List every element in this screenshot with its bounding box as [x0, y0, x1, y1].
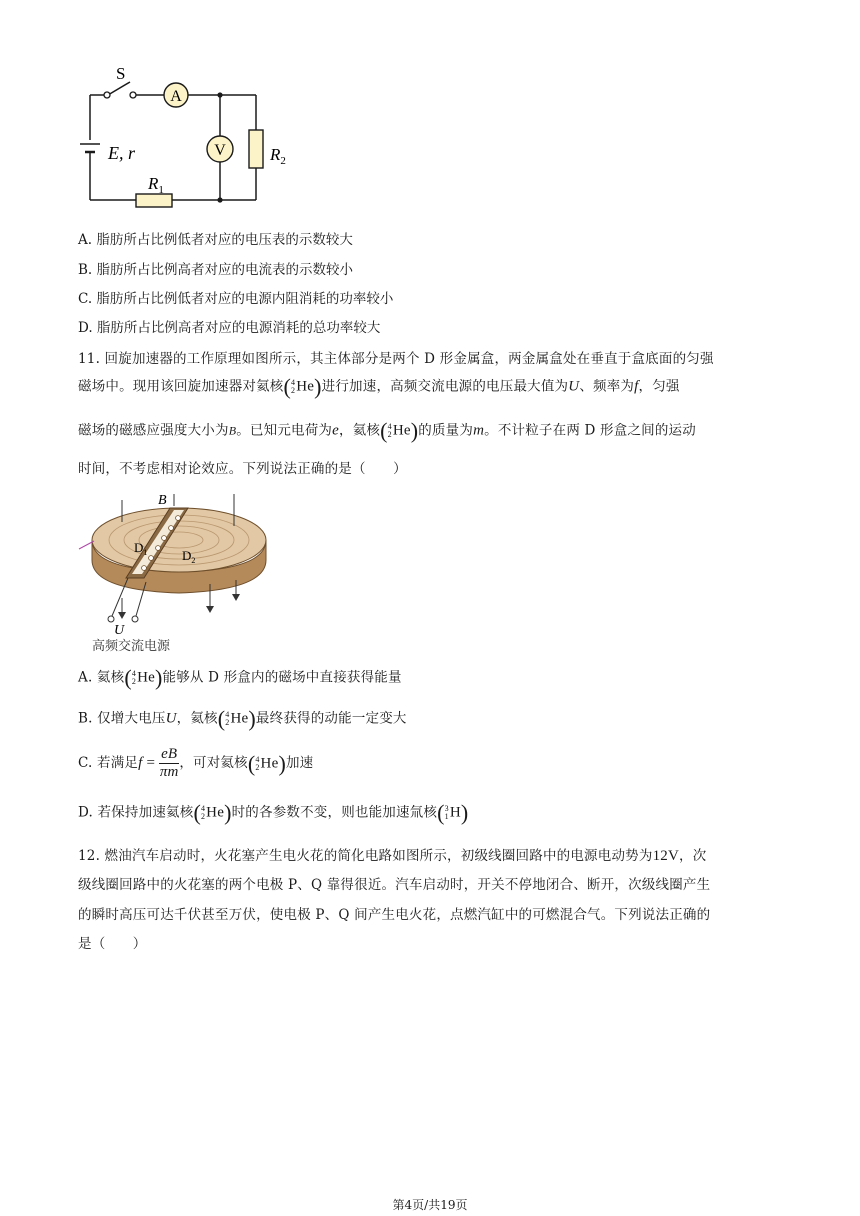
q11-text: 进行加速，高频交流电源的电压最大值为 [321, 378, 569, 395]
d1-label: $D_1$ [134, 540, 148, 557]
source-label: E, r [108, 143, 135, 163]
q11-text: 的质量为 [418, 422, 474, 439]
q10-option-c: C. 脂肪所占比例低者对应的电源内阻消耗的功率较小 [78, 291, 394, 307]
q12-line-3: 的瞬时高压可达千伏甚至万伏，使电极 P、Q 间产生电火花，点燃汽缸中的可燃混合气。下列说法正确的 [78, 907, 711, 923]
q11-line-2 [78, 374, 680, 400]
q11-text: 、频率为 [579, 378, 635, 395]
frequency-symbol: f [634, 378, 639, 395]
q10-option-d: D. 脂肪所占比例高者对应的电源消耗的总功率较大 [78, 320, 381, 336]
q11-line-3 [78, 418, 696, 444]
q11-option-d: D. 若保持加速氦核(4 2He)时的各参数不变，则也能加速氚核(3 1H) [78, 800, 469, 825]
field-label: B [158, 493, 167, 508]
q11-text: 。已知元电荷为 [236, 422, 333, 439]
mass-symbol: m [473, 422, 485, 439]
q12-line-4: 是（ ） [78, 936, 147, 952]
voltage-symbol: U [568, 378, 580, 395]
q11-text: 磁场中。现用该回旋加速器对氦核 [78, 378, 284, 395]
q11-line-4: 时间，不考虑相对论效应。下列说法正确的是（ ） [78, 461, 407, 477]
helium-nuclide: (4 2He) [217, 706, 256, 731]
r2-label: $R_2$ [270, 145, 286, 167]
q10-option-b: B. 脂肪所占比例高者对应的电流表的示数较小 [78, 262, 354, 278]
q11-option-a: A. 氦核(4 2He)能够从 D 形盒内的磁场中直接获得能量 [78, 665, 402, 690]
helium-nuclide: (4 2He) [380, 418, 419, 443]
q11-text: 磁场的磁感应强度大小为 [78, 422, 229, 439]
helium-nuclide: (4 2He) [193, 800, 232, 825]
field-symbol: B [228, 423, 237, 438]
q11-line-1: 11. 回旋加速器的工作原理如图所示，其主体部分是两个 D 形金属盒，两金属盒处在垂直于盒底面的匀强 [78, 351, 714, 367]
helium-nuclide: (4 2He) [124, 665, 163, 690]
q11-option-c: C. 若满足f = $\frac{eB}{\pi m}$ ，可对氦核(4 2He)加速 [78, 746, 314, 780]
q12-line-2: 级线圈回路中的火花塞的两个电极 P、Q 靠得很近。汽车启动时，开关不停地闭合、断开，次级线圈产生 [78, 877, 711, 893]
helium-nuclide: (4 2He) [283, 374, 322, 399]
frequency-fraction: $\frac{eB}{\pi m}$ [159, 746, 179, 780]
d2-label: $D_2$ [182, 548, 196, 565]
charge-symbol: e [332, 422, 339, 439]
ammeter-label: A [170, 88, 182, 105]
q11-text: ，匀强 [638, 378, 680, 395]
source-voltage-label: U [114, 623, 125, 638]
voltmeter-label: V [214, 142, 226, 159]
r1-label: $R_1$ [148, 174, 164, 196]
q12-line-1: 12. 燃油汽车启动时，火花塞产生电火花的简化电路如图所示，初级线圈回路中的电源电动势为12V，次 [78, 848, 707, 864]
page-footer: 第4页/共19页 [392, 1198, 468, 1212]
q11-option-b: B. 仅增大电压U，氦核(4 2He)最终获得的动能一定变大 [78, 706, 407, 731]
q10-option-a: A. 脂肪所占比例低者对应的电压表的示数较大 [78, 232, 353, 248]
q11-text: 。不计粒子在两 D 形盒之间的运动 [484, 422, 696, 439]
tritium-nuclide: (3 1H) [437, 800, 469, 825]
helium-nuclide: (4 2He) [247, 750, 286, 776]
circuit-diagram [74, 60, 304, 210]
cyclotron-diagram [74, 486, 284, 656]
q11-text: ，氦核 [339, 422, 381, 439]
ac-source-caption: 高频交流电源 [92, 638, 171, 653]
switch-label: S [116, 64, 126, 83]
